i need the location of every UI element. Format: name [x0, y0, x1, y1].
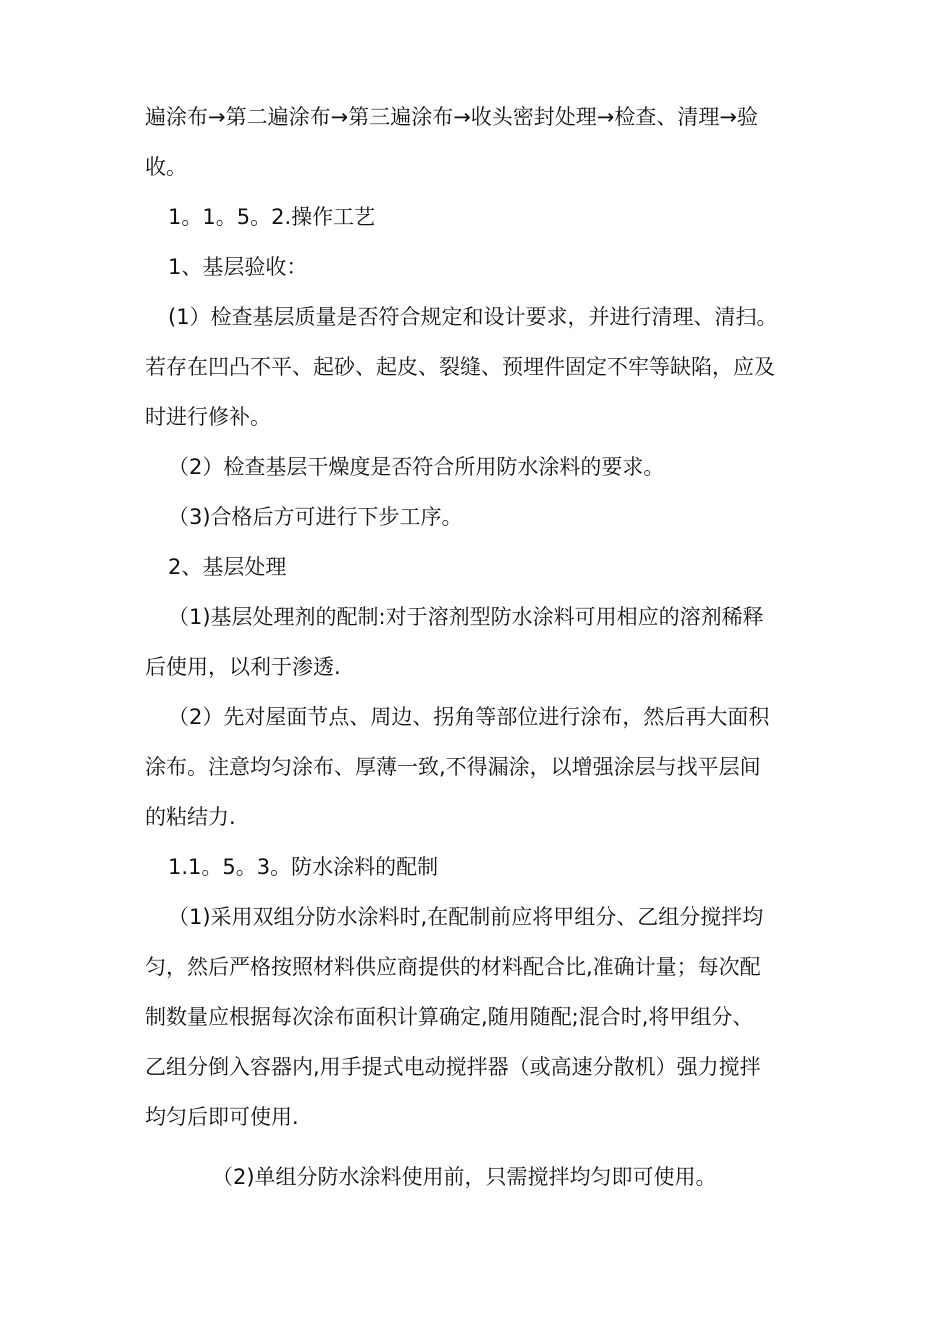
text-line-12: 后使用，以利于渗透.: [145, 655, 341, 679]
text-line-9: （3)合格后方可进行下步工序。: [168, 505, 463, 529]
text-line-20: 乙组分倒入容器内,用手提式电动搅拌器（或高速分散机）强力搅拌: [145, 1055, 761, 1079]
section-heading-1-1-5-2: 1。1。5。2.操作工艺: [168, 205, 376, 229]
text-line-5: (1）检查基层质量是否符合规定和设计要求，并进行清理、清扫。: [168, 305, 778, 329]
subheading-base-treatment: 2、基层处理: [168, 555, 287, 579]
text-line-21: 均匀后即可使用.: [145, 1105, 299, 1129]
text-line-1: 遍涂布→第二遍涂布→第三遍涂布→收头密封处理→检查、清理→验: [145, 105, 758, 129]
text-line-6: 若存在凹凸不平、起砂、起皮、裂缝、预埋件固定不牢等缺陷，应及: [145, 355, 775, 379]
text-line-15: 的粘结力.: [145, 805, 236, 829]
text-line-14: 涂布。注意均匀涂布、厚薄一致,不得漏涂，以增强涂层与找平层间: [145, 755, 761, 779]
text-line-22: （2)单组分防水涂料使用前，只需搅拌均匀即可使用。: [212, 1165, 717, 1189]
text-line-17: （1)采用双组分防水涂料时,在配制前应将甲组分、乙组分搅拌均: [168, 905, 764, 929]
subheading-base-acceptance: 1、基层验收：: [168, 255, 308, 279]
section-heading-1-1-5-3: 1.1。5。3。防水涂料的配制: [168, 855, 439, 879]
text-line-8: （2）检查基层干燥度是否符合所用防水涂料的要求。: [168, 455, 665, 479]
text-line-7: 时进行修补。: [145, 405, 271, 429]
text-line-18: 匀，然后严格按照材料供应商提供的材料配合比,准确计量；每次配: [145, 955, 761, 979]
text-line-13: （2）先对屋面节点、周边、拐角等部位进行涂布，然后再大面积: [168, 705, 770, 729]
text-line-11: （1)基层处理剂的配制:对于溶剂型防水涂料可用相应的溶剂稀释: [168, 605, 764, 629]
text-line-2: 收。: [145, 155, 187, 179]
text-line-19: 制数量应根据每次涂布面积计算确定,随用随配;混合时,将甲组分、: [145, 1005, 754, 1029]
